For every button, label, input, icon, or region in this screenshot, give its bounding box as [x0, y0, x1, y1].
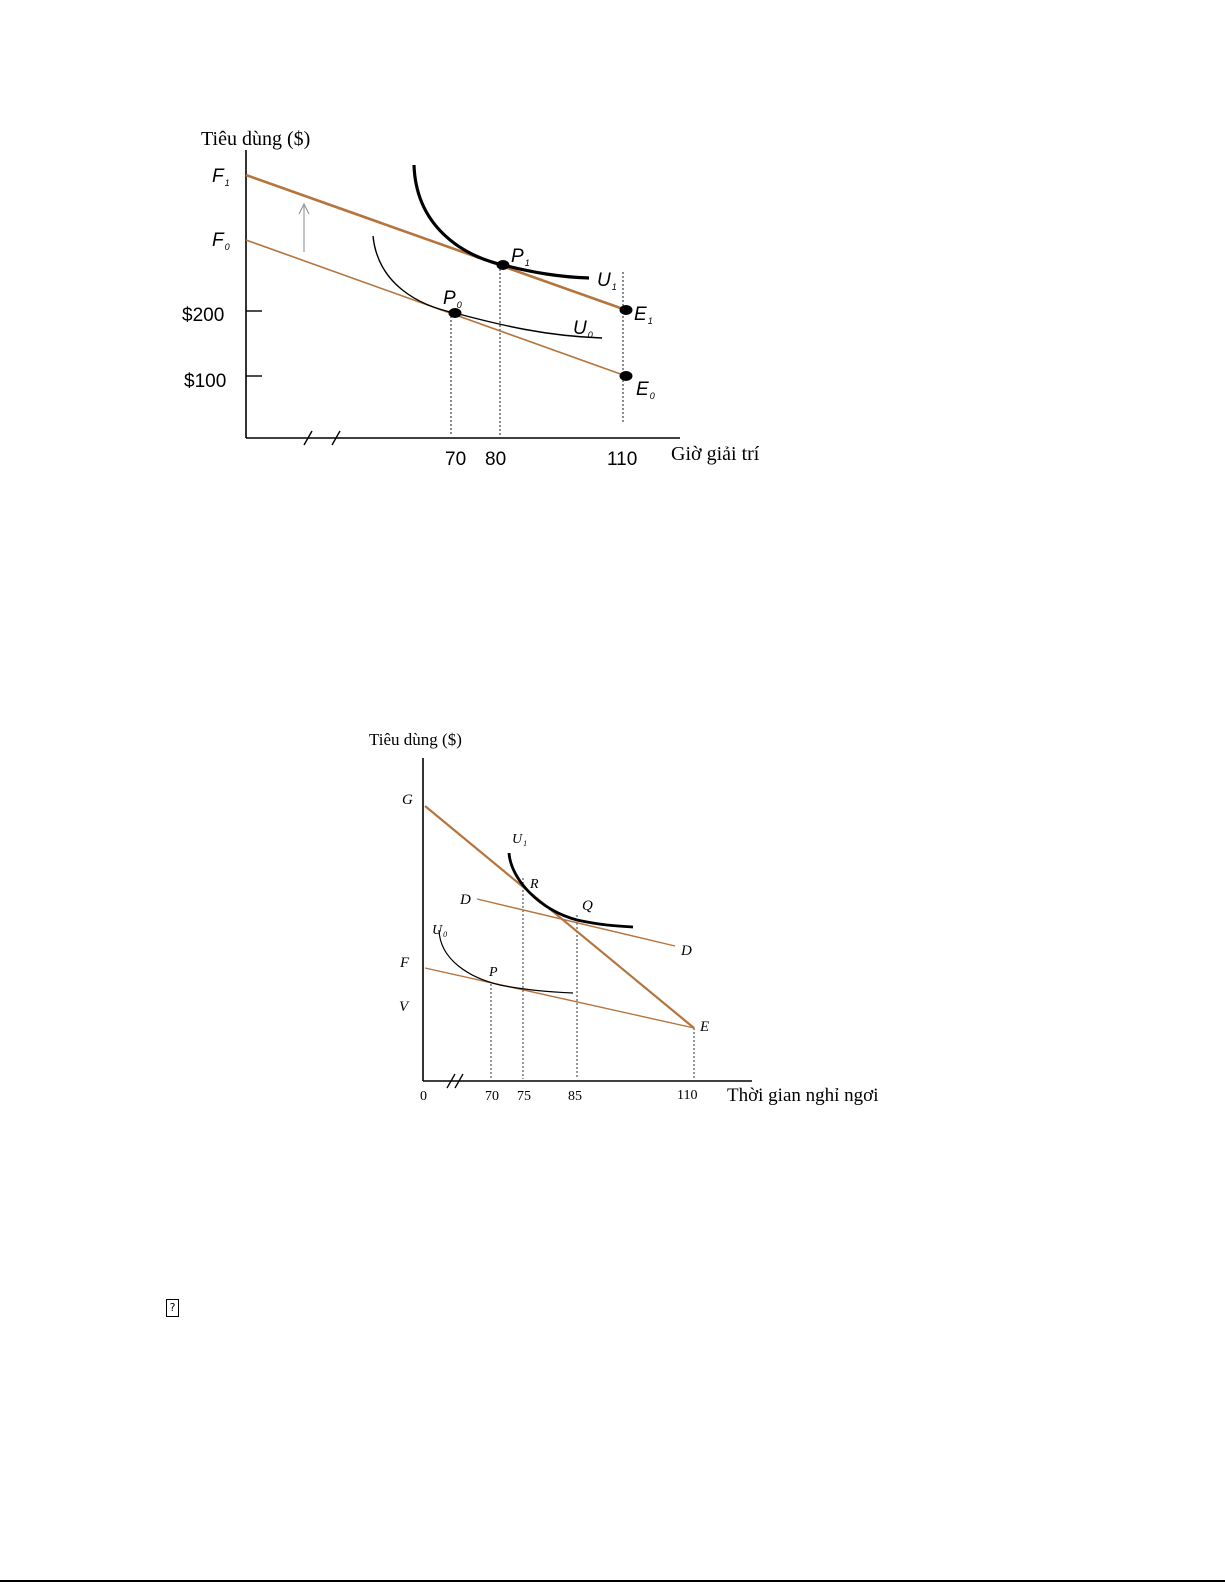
- chart2-label-G: G: [402, 792, 413, 808]
- chart2-label-U1: U1: [512, 832, 528, 848]
- chart2-xtick-label-75: 75: [517, 1089, 531, 1104]
- page-bottom-rule: [0, 1580, 1225, 1582]
- chart2-x-axis-label: Thời gian nghỉ ngơi: [727, 1085, 879, 1106]
- chart2-curve-U1: [509, 853, 633, 927]
- chart2-origin-label: 0: [420, 1089, 427, 1104]
- chart2-label-Q: Q: [582, 898, 593, 914]
- chart1-label-F0: $F_0$: [212, 230, 230, 252]
- chart1-label-E1: $E_1$: [634, 304, 653, 326]
- chart1-label-F1: $F_1$: [212, 166, 230, 188]
- chart2-xtick-label-110: 110: [677, 1088, 698, 1103]
- chart2-label-R: R: [530, 877, 539, 892]
- chart1-label-P1: $P_1$: [511, 246, 530, 268]
- chart1-y-axis-label: Tiêu dùng ($): [201, 128, 311, 150]
- chart1-budget-line-F1-E1: [246, 175, 626, 310]
- chart1-xtick-label-80: 80: [485, 449, 507, 470]
- chart1-point-E1: [620, 305, 633, 315]
- chart1-point-P1: [497, 260, 510, 270]
- chart2-y-axis-label: Tiêu dùng ($): [369, 730, 462, 749]
- chart2-label-V: V: [399, 999, 409, 1015]
- chart1-label-U1: $U_1$: [597, 270, 617, 292]
- chart1-label-P0: $P_0$: [443, 288, 462, 310]
- chart2-line-D-D: [477, 899, 675, 946]
- chart1-label-E0: $E_0$: [636, 379, 655, 401]
- chart2-label-U0: U0: [432, 923, 448, 939]
- chart2-label-F: F: [400, 955, 410, 971]
- chart2-xtick-label-85: 85: [568, 1089, 582, 1104]
- chart1-curve-U0: [373, 236, 602, 338]
- chart2-curve-U0: [439, 930, 573, 993]
- chart2-label-D-right: D: [681, 943, 692, 959]
- chart1-ytick-label-100: $100: [184, 371, 227, 392]
- chart1-ytick-label-200: $200: [182, 305, 225, 326]
- chart2-budget-line-G-E: [425, 806, 694, 1028]
- chart1-label-U0: $U_0$: [573, 318, 593, 340]
- chart2-label-P: P: [489, 965, 498, 980]
- chart-2: [369, 730, 879, 1106]
- chart2-label-E: E: [700, 1019, 710, 1035]
- chart1-xtick-label-70: 70: [445, 449, 467, 470]
- chart2-budget-line-F-E: [425, 968, 694, 1028]
- missing-glyph-box: ?: [166, 1299, 179, 1317]
- chart2-label-D-left: D: [460, 892, 471, 908]
- chart1-point-E0: [620, 371, 633, 381]
- chart2-xtick-label-70: 70: [485, 1089, 499, 1104]
- chart1-xtick-label-110: 110: [607, 449, 638, 470]
- chart-1: [182, 128, 760, 470]
- chart1-x-axis-label: Giờ giải trí: [671, 443, 760, 465]
